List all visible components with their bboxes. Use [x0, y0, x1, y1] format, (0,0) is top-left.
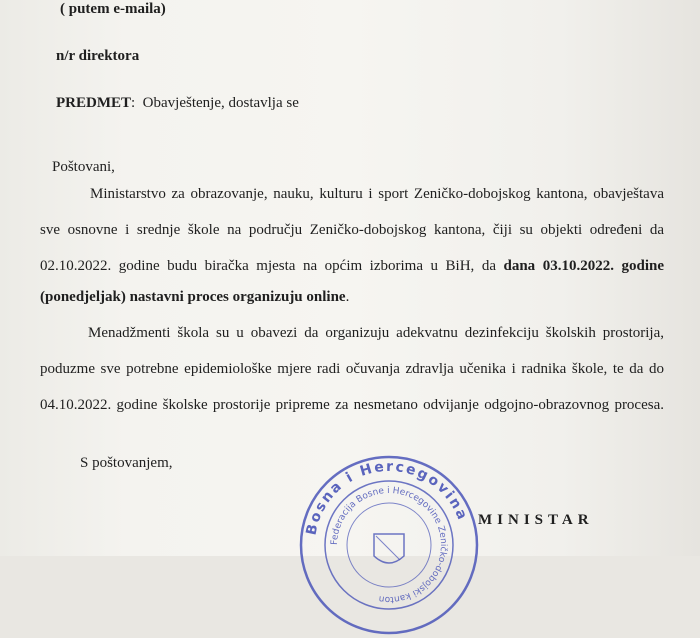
delivery-note: ( putem e-maila)	[60, 1, 166, 17]
subject-colon: :	[131, 95, 136, 111]
official-stamp	[296, 452, 482, 638]
paragraph1-line3	[40, 257, 664, 275]
paragraph1-line3-normal: 02.10.2022. godine budu biračka mjesta na općim izborima u BiH, da	[40, 258, 504, 274]
paragraph2-line3: 04.10.2022. godine školske prostorije pripreme za nesmetano odvijanje odgojno-obrazovnog procesa.	[40, 397, 664, 413]
paragraph1-line3-bold: dana 03.10.2022. godine	[503, 258, 664, 274]
paragraph2-line2: poduzme sve potrebne epidemiološke mjere radi očuvanja zdravlja učenika i radnika škole, te da do	[40, 361, 664, 377]
stamp-outer-text: Bosna i Hercegovina	[303, 458, 471, 537]
attention-line: n/r direktora	[56, 48, 140, 64]
paragraph2-line1: Menadžmenti škola su u obavezi da organizuju adekvatnu dezinfekciju školskih prostorija,	[88, 325, 664, 341]
paragraph1-line4-end: .	[345, 289, 350, 305]
paragraph1-line2: sve osnovne i srednje škole na području Zeničko-dobojskog kantona, čiji su objekti određeni da	[40, 222, 664, 238]
greeting: Poštovani,	[52, 159, 115, 175]
closing: S poštovanjem,	[80, 455, 173, 471]
paragraph1-line4-bold: (ponedjeljak) nastavni proces organizuju online	[40, 289, 346, 305]
subject-text: Obavještenje, dostavlja se	[142, 95, 299, 111]
subject-line	[56, 94, 299, 112]
stamp-inner-text: Federacija Bosne i Hercegovine Zeničko-dobojski kanton	[329, 485, 449, 605]
paragraph1-line1: Ministarstvo za obrazovanje, nauku, kulturu i sport Zeničko-dobojskog kantona, obavještava	[90, 186, 664, 202]
subject-label: PREDMET	[56, 95, 131, 111]
paragraph1-line4	[40, 288, 349, 306]
signature-title: MINISTAR	[478, 512, 594, 528]
